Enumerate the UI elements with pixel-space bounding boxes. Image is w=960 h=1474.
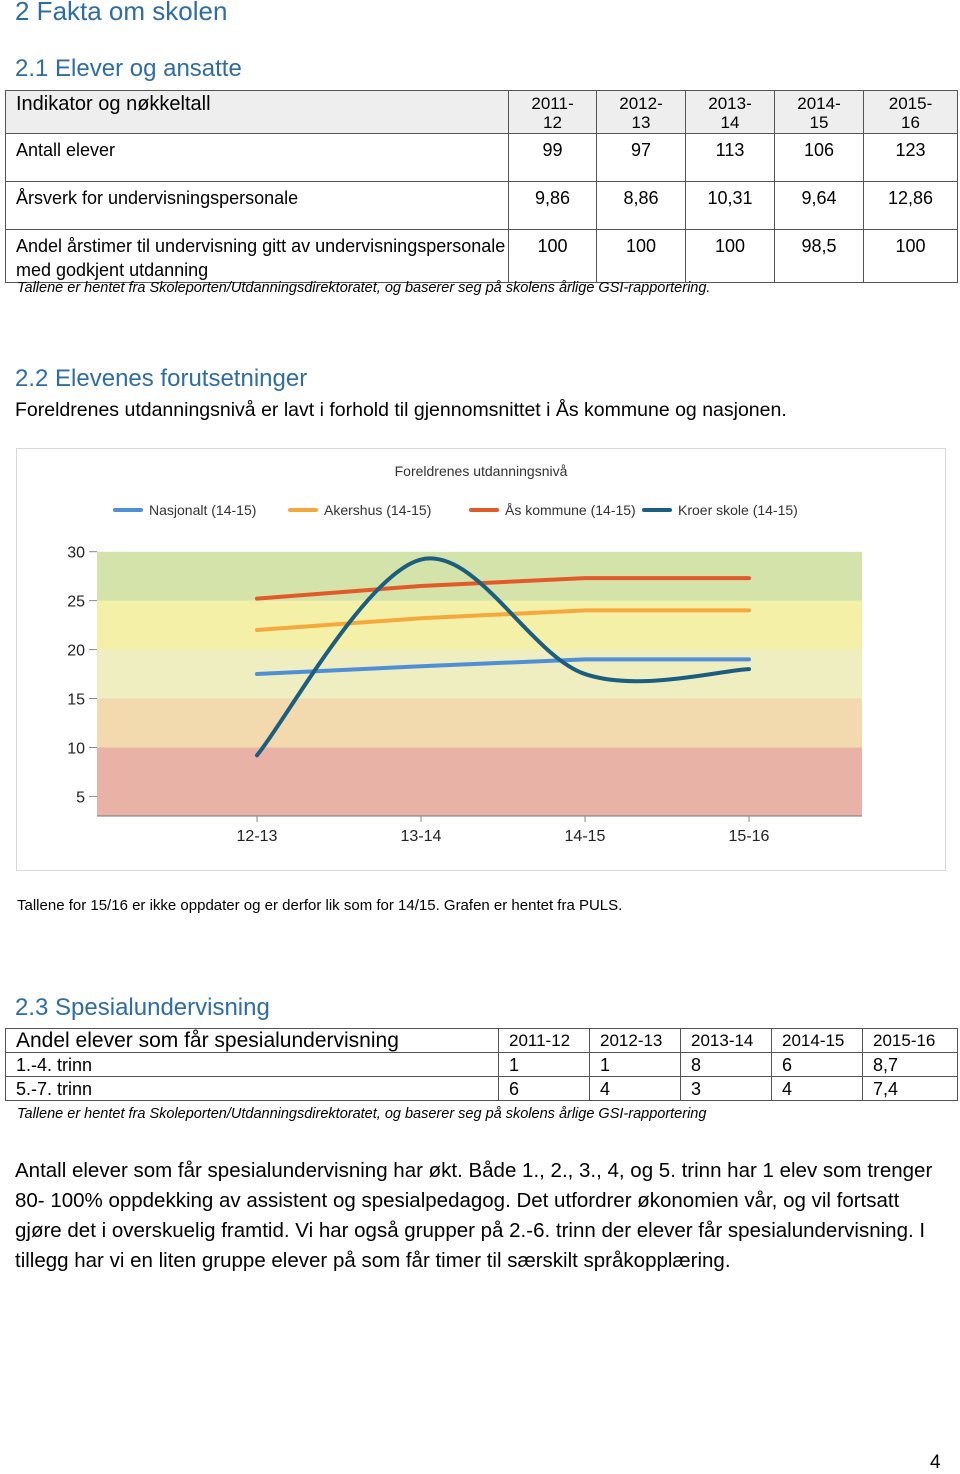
header-label: Indikator og nøkkeltall	[6, 91, 509, 134]
section-heading-forutsetninger: 2.2 Elevenes forutsetninger	[15, 365, 308, 392]
section-heading-spesialundervisning: 2.3 Spesialundervisning	[15, 994, 270, 1021]
chart-band	[97, 699, 862, 748]
x-tick-label: 12-13	[236, 828, 278, 845]
x-tick-label: 13-14	[400, 828, 442, 845]
table-header-row	[6, 1029, 958, 1053]
cell-value: 100	[597, 230, 686, 283]
cell-value: 123	[864, 134, 958, 182]
row-label: 5.-7. trinn	[6, 1077, 499, 1101]
cell-value: 8	[681, 1053, 772, 1077]
cell-value: 1	[499, 1053, 590, 1077]
chart-band	[97, 537, 862, 552]
education-level-chart	[16, 448, 946, 871]
year-header: 2015-16	[863, 1029, 958, 1053]
cell-value: 7,4	[863, 1077, 958, 1101]
chart-band	[97, 601, 862, 650]
cell-value: 6	[772, 1053, 863, 1077]
cell-value: 8,7	[863, 1053, 958, 1077]
legend-label: Ås kommune (14-15)	[505, 502, 636, 518]
legend-label: Akershus (14-15)	[324, 502, 432, 518]
cell-value: 6	[499, 1077, 590, 1101]
cell-value: 100	[864, 230, 958, 283]
year-header: 2012-13	[619, 94, 663, 132]
y-tick-label: 5	[76, 789, 85, 807]
table-row	[6, 182, 958, 230]
cell-value: 4	[772, 1077, 863, 1101]
intro-text: Foreldrenes utdanningsnivå er lavt i forhold til gjennomsnittet i Ås kommune og nasjonen.	[15, 399, 787, 421]
y-tick-label: 15	[67, 691, 85, 709]
legend-label: Kroer skole (14-15)	[678, 502, 798, 518]
cell-value: 100	[686, 230, 775, 283]
x-tick-label: 14-15	[564, 828, 606, 845]
year-header: 2012-13	[590, 1029, 681, 1053]
year-header: 2013-14	[681, 1029, 772, 1053]
cell-value: 98,5	[775, 230, 864, 283]
chart-band	[97, 650, 862, 699]
cell-value: 9,64	[775, 182, 864, 230]
year-header: 2015-16	[888, 94, 933, 132]
year-header: 2013-14	[708, 94, 752, 132]
y-tick-label: 30	[67, 544, 85, 562]
row-label: Antall elever	[6, 134, 509, 182]
page-heading: 2 Fakta om skolen	[15, 0, 228, 26]
cell-value: 106	[775, 134, 864, 182]
chart-band	[97, 747, 862, 816]
year-header: 2011-12	[499, 1029, 590, 1053]
cell-value: 99	[509, 134, 597, 182]
header-label: Andel elever som får spesialundervisning	[6, 1029, 499, 1053]
table-row	[6, 134, 958, 182]
cell-value: 12,86	[864, 182, 958, 230]
table-row	[6, 230, 958, 283]
indicator-table	[5, 90, 958, 283]
special-ed-table	[5, 1028, 958, 1101]
section-heading-elever-ansatte: 2.1 Elever og ansatte	[15, 55, 242, 82]
cell-value: 10,31	[686, 182, 775, 230]
chart-note: Tallene for 15/16 er ikke oppdater og er derfor lik som for 14/15. Grafen er hentet fra PULS.	[17, 897, 623, 914]
table-row	[6, 1077, 958, 1101]
table-header-row	[6, 91, 958, 134]
chart-svg	[17, 449, 945, 870]
chart-title: Foreldrenes utdanningsnivå	[394, 463, 568, 479]
y-tick-label: 20	[67, 642, 85, 660]
year-header: 2011-12	[531, 94, 574, 132]
y-tick-label: 25	[67, 593, 85, 611]
cell-value: 113	[686, 134, 775, 182]
cell-value: 3	[681, 1077, 772, 1101]
source-note: Tallene er hentet fra Skoleporten/Utdanningsdirektoratet, og baserer seg på skolens årlige GSI-rapportering	[17, 1106, 707, 1122]
cell-value: 4	[590, 1077, 681, 1101]
year-header: 2014-15	[797, 94, 841, 132]
row-label: Andel årstimer til undervisning gitt av undervisningspersonale med godkjent utdanning	[6, 230, 509, 283]
y-tick-label: 10	[67, 740, 85, 758]
source-note: Tallene er hentet fra Skoleporten/Utdanningsdirektoratet, og baserer seg på skolens årlige GSI-rapportering.	[17, 280, 711, 296]
body-paragraph: Antall elever som får spesialundervisning har økt. Både 1., 2., 3., 4, og 5. trinn har 1 elev som trenger 80- 100% oppdekking av assistent og spesialpedagog. Det utfordrer økonomien vår, og vil fortsatt gjøre det i overskuelig framtid. Vi har også grupper på 2.-6. trinn der elever får spesialundervisning. I tillegg har vi en liten gruppe elever på som får timer til særskilt språkopplæring.	[15, 1159, 933, 1272]
cell-value: 97	[597, 134, 686, 182]
x-tick-label: 15-16	[728, 828, 770, 845]
cell-value: 1	[590, 1053, 681, 1077]
cell-value: 8,86	[597, 182, 686, 230]
legend-label: Nasjonalt (14-15)	[149, 502, 257, 518]
cell-value: 9,86	[509, 182, 597, 230]
table-row	[6, 1053, 958, 1077]
year-header: 2014-15	[772, 1029, 863, 1053]
row-label: Årsverk for undervisningspersonale	[6, 182, 509, 230]
cell-value: 100	[509, 230, 597, 283]
page-number: 4	[930, 1452, 941, 1473]
row-label: 1.-4. trinn	[6, 1053, 499, 1077]
